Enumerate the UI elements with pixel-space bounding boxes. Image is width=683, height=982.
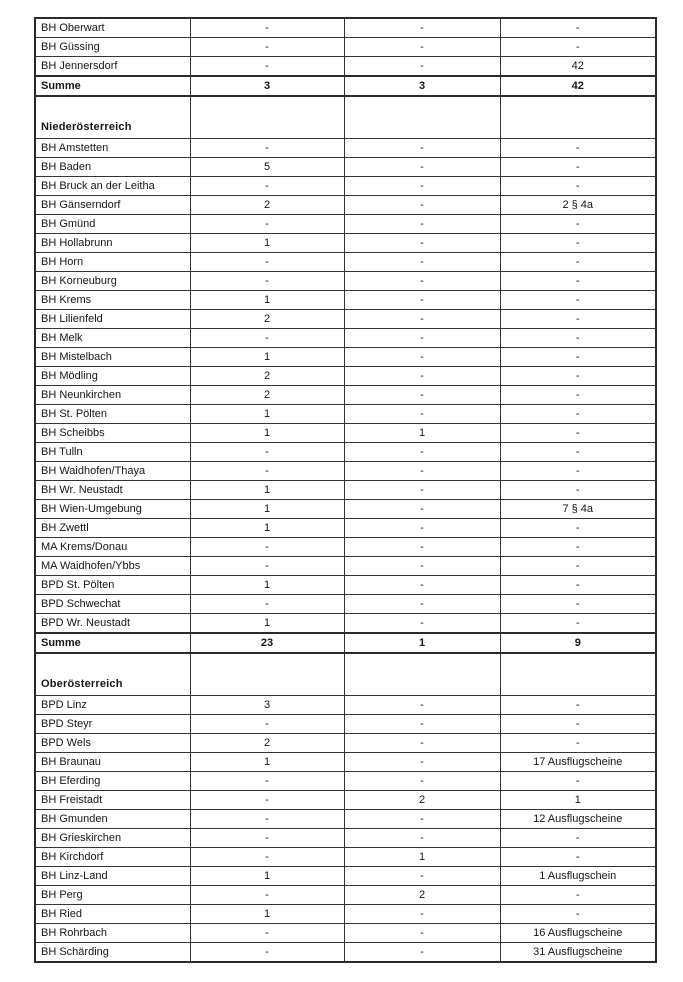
table-row — [35, 867, 656, 886]
value-cell: 1 — [190, 519, 344, 538]
table-row — [35, 886, 656, 905]
row-label: BH Schärding — [35, 943, 190, 963]
value-cell: - — [500, 329, 656, 348]
sum-row — [35, 76, 656, 96]
row-label: BH Waidhofen/Thaya — [35, 462, 190, 481]
row-label: BPD Schwechat — [35, 595, 190, 614]
table-row — [35, 791, 656, 810]
table-row — [35, 348, 656, 367]
value-cell: 31 Ausflugscheine — [500, 943, 656, 963]
value-cell: - — [190, 557, 344, 576]
row-label: BH Gmünd — [35, 215, 190, 234]
empty-cell — [190, 96, 344, 139]
value-cell: 23 — [190, 633, 344, 653]
row-label: Summe — [35, 76, 190, 96]
value-cell: 9 — [500, 633, 656, 653]
value-cell: 1 — [190, 234, 344, 253]
row-label: BH Amstetten — [35, 139, 190, 158]
row-label: Summe — [35, 633, 190, 653]
value-cell: 1 — [190, 753, 344, 772]
value-cell: - — [344, 177, 500, 196]
value-cell: - — [500, 614, 656, 634]
value-cell: 17 Ausflugscheine — [500, 753, 656, 772]
value-cell: 1 — [190, 500, 344, 519]
value-cell: - — [344, 500, 500, 519]
table-row — [35, 158, 656, 177]
value-cell: - — [190, 829, 344, 848]
table-row — [35, 848, 656, 867]
value-cell: 7 § 4a — [500, 500, 656, 519]
value-cell: - — [500, 38, 656, 57]
table-row — [35, 557, 656, 576]
value-cell: - — [190, 177, 344, 196]
section-header-row — [35, 96, 656, 139]
row-label: BH Zwettl — [35, 519, 190, 538]
value-cell: - — [344, 867, 500, 886]
value-cell: - — [344, 386, 500, 405]
value-cell: 1 — [344, 633, 500, 653]
value-cell: - — [190, 791, 344, 810]
row-label: BH Neunkirchen — [35, 386, 190, 405]
table-row — [35, 272, 656, 291]
empty-cell — [344, 653, 500, 696]
row-label: BPD St. Pölten — [35, 576, 190, 595]
value-cell: 2 § 4a — [500, 196, 656, 215]
empty-cell — [190, 653, 344, 696]
table-row — [35, 924, 656, 943]
value-cell: - — [344, 310, 500, 329]
section-header-row — [35, 653, 656, 696]
value-cell: - — [344, 557, 500, 576]
row-label: BH Ried — [35, 905, 190, 924]
row-label: BH Braunau — [35, 753, 190, 772]
table-row — [35, 829, 656, 848]
table-row — [35, 57, 656, 77]
value-cell: 2 — [190, 386, 344, 405]
value-cell: - — [500, 886, 656, 905]
value-cell: - — [500, 177, 656, 196]
table-row — [35, 905, 656, 924]
value-cell: - — [500, 234, 656, 253]
row-label: MA Waidhofen/Ybbs — [35, 557, 190, 576]
value-cell: - — [344, 57, 500, 77]
value-cell: 1 — [500, 791, 656, 810]
value-cell: - — [500, 215, 656, 234]
row-label: BPD Steyr — [35, 715, 190, 734]
value-cell: - — [500, 538, 656, 557]
value-cell: - — [500, 557, 656, 576]
value-cell: 1 Ausflugschein — [500, 867, 656, 886]
value-cell: - — [344, 829, 500, 848]
row-label: BH Güssing — [35, 38, 190, 57]
value-cell: 1 — [344, 848, 500, 867]
table-row — [35, 462, 656, 481]
value-cell: - — [344, 443, 500, 462]
value-cell: - — [190, 715, 344, 734]
value-cell: - — [500, 158, 656, 177]
value-cell: 42 — [500, 57, 656, 77]
table-row — [35, 753, 656, 772]
row-label: BH Rohrbach — [35, 924, 190, 943]
row-label: BPD Wels — [35, 734, 190, 753]
table-row — [35, 215, 656, 234]
value-cell: - — [190, 139, 344, 158]
table-row — [35, 614, 656, 634]
value-cell: - — [500, 905, 656, 924]
value-cell: 1 — [190, 291, 344, 310]
section-title: Niederösterreich — [35, 96, 190, 139]
row-label: BH Linz-Land — [35, 867, 190, 886]
value-cell: - — [344, 196, 500, 215]
value-cell: - — [190, 443, 344, 462]
value-cell: - — [190, 18, 344, 38]
value-cell: 1 — [190, 405, 344, 424]
row-label: BH Baden — [35, 158, 190, 177]
table-row — [35, 943, 656, 963]
value-cell: - — [190, 329, 344, 348]
row-label: BH Eferding — [35, 772, 190, 791]
empty-cell — [344, 96, 500, 139]
value-cell: - — [344, 481, 500, 500]
empty-cell — [500, 653, 656, 696]
table-row — [35, 595, 656, 614]
value-cell: - — [344, 234, 500, 253]
table-row — [35, 18, 656, 38]
table-row — [35, 196, 656, 215]
table-row — [35, 481, 656, 500]
row-label: BH Wr. Neustadt — [35, 481, 190, 500]
value-cell: - — [500, 443, 656, 462]
value-cell: - — [190, 772, 344, 791]
table-row — [35, 234, 656, 253]
row-label: BH Wien-Umgebung — [35, 500, 190, 519]
table-row — [35, 38, 656, 57]
value-cell: - — [500, 424, 656, 443]
value-cell: - — [344, 272, 500, 291]
value-cell: - — [500, 576, 656, 595]
value-cell: - — [190, 253, 344, 272]
value-cell: - — [500, 696, 656, 715]
table-row — [35, 715, 656, 734]
value-cell: 1 — [190, 481, 344, 500]
value-cell: 1 — [190, 424, 344, 443]
value-cell: 42 — [500, 76, 656, 96]
table-row — [35, 405, 656, 424]
value-cell: 1 — [190, 348, 344, 367]
value-cell: - — [344, 329, 500, 348]
value-cell: - — [190, 272, 344, 291]
value-cell: - — [344, 367, 500, 386]
value-cell: - — [190, 38, 344, 57]
table-row — [35, 500, 656, 519]
row-label: BH Korneuburg — [35, 272, 190, 291]
value-cell: - — [500, 405, 656, 424]
row-label: BH Horn — [35, 253, 190, 272]
value-cell: 2 — [190, 310, 344, 329]
empty-cell — [500, 96, 656, 139]
value-cell: - — [500, 139, 656, 158]
table-row — [35, 177, 656, 196]
value-cell: - — [190, 848, 344, 867]
table-row — [35, 734, 656, 753]
value-cell: - — [344, 753, 500, 772]
row-label: BH Tulln — [35, 443, 190, 462]
value-cell: - — [344, 595, 500, 614]
value-cell: 2 — [190, 367, 344, 386]
row-label: BH Lilienfeld — [35, 310, 190, 329]
value-cell: - — [190, 886, 344, 905]
sum-row — [35, 633, 656, 653]
value-cell: - — [190, 538, 344, 557]
value-cell: - — [190, 943, 344, 963]
table-row — [35, 139, 656, 158]
value-cell: 2 — [190, 196, 344, 215]
row-label: BH Mistelbach — [35, 348, 190, 367]
value-cell: - — [344, 696, 500, 715]
row-label: BH St. Pölten — [35, 405, 190, 424]
value-cell: - — [344, 18, 500, 38]
value-cell: - — [190, 810, 344, 829]
value-cell: 1 — [190, 576, 344, 595]
value-cell: - — [344, 519, 500, 538]
row-label: BH Jennersdorf — [35, 57, 190, 77]
row-label: BH Melk — [35, 329, 190, 348]
table-row — [35, 367, 656, 386]
row-label: BH Hollabrunn — [35, 234, 190, 253]
row-label: BH Grieskirchen — [35, 829, 190, 848]
row-label: BPD Linz — [35, 696, 190, 715]
section-title: Oberösterreich — [35, 653, 190, 696]
row-label: MA Krems/Donau — [35, 538, 190, 557]
value-cell: - — [190, 57, 344, 77]
table-row — [35, 386, 656, 405]
value-cell: - — [190, 595, 344, 614]
value-cell: - — [500, 734, 656, 753]
value-cell: - — [344, 576, 500, 595]
value-cell: - — [500, 367, 656, 386]
value-cell: - — [500, 772, 656, 791]
value-cell: - — [344, 462, 500, 481]
value-cell: - — [500, 253, 656, 272]
value-cell: - — [500, 715, 656, 734]
table-row — [35, 443, 656, 462]
value-cell: - — [344, 905, 500, 924]
table-row — [35, 576, 656, 595]
value-cell: - — [500, 291, 656, 310]
row-label: BH Krems — [35, 291, 190, 310]
value-cell: 1 — [344, 424, 500, 443]
table-body — [35, 18, 656, 962]
row-label: BH Gmunden — [35, 810, 190, 829]
row-label: BH Kirchdorf — [35, 848, 190, 867]
value-cell: - — [500, 386, 656, 405]
table-row — [35, 329, 656, 348]
value-cell: - — [344, 943, 500, 963]
value-cell: 1 — [190, 905, 344, 924]
value-cell: - — [500, 595, 656, 614]
value-cell: 1 — [190, 867, 344, 886]
row-label: BH Freistadt — [35, 791, 190, 810]
value-cell: - — [500, 462, 656, 481]
value-cell: - — [344, 715, 500, 734]
row-label: BPD Wr. Neustadt — [35, 614, 190, 634]
row-label: BH Scheibbs — [35, 424, 190, 443]
value-cell: - — [500, 829, 656, 848]
table-row — [35, 772, 656, 791]
value-cell: - — [500, 310, 656, 329]
value-cell: - — [344, 139, 500, 158]
value-cell: - — [344, 38, 500, 57]
value-cell: - — [344, 348, 500, 367]
value-cell: - — [344, 810, 500, 829]
value-cell: - — [344, 253, 500, 272]
value-cell: 3 — [190, 696, 344, 715]
value-cell: - — [500, 848, 656, 867]
value-cell: - — [500, 18, 656, 38]
value-cell: - — [344, 614, 500, 634]
value-cell: - — [500, 481, 656, 500]
value-cell: - — [190, 924, 344, 943]
row-label: BH Gänserndorf — [35, 196, 190, 215]
value-cell: - — [190, 215, 344, 234]
value-cell: 16 Ausflugscheine — [500, 924, 656, 943]
table-row — [35, 310, 656, 329]
row-label: BH Mödling — [35, 367, 190, 386]
value-cell: - — [190, 462, 344, 481]
table-row — [35, 291, 656, 310]
value-cell: 3 — [190, 76, 344, 96]
value-cell: 3 — [344, 76, 500, 96]
row-label: BH Bruck an der Leitha — [35, 177, 190, 196]
value-cell: 2 — [344, 791, 500, 810]
table-row — [35, 696, 656, 715]
value-cell: - — [344, 215, 500, 234]
table-row — [35, 519, 656, 538]
value-cell: - — [500, 272, 656, 291]
value-cell: - — [344, 291, 500, 310]
value-cell: - — [500, 348, 656, 367]
table-row — [35, 810, 656, 829]
table-row — [35, 424, 656, 443]
table-row — [35, 538, 656, 557]
row-label: BH Perg — [35, 886, 190, 905]
value-cell: - — [344, 158, 500, 177]
value-cell: 2 — [344, 886, 500, 905]
value-cell: - — [344, 772, 500, 791]
table-row — [35, 253, 656, 272]
row-label: BH Oberwart — [35, 18, 190, 38]
value-cell: - — [344, 538, 500, 557]
value-cell: - — [344, 405, 500, 424]
value-cell: - — [344, 734, 500, 753]
value-cell: 5 — [190, 158, 344, 177]
value-cell: 12 Ausflugscheine — [500, 810, 656, 829]
authority-statistics-table — [34, 17, 657, 963]
value-cell: - — [500, 519, 656, 538]
value-cell: 1 — [190, 614, 344, 634]
value-cell: - — [344, 924, 500, 943]
value-cell: 2 — [190, 734, 344, 753]
